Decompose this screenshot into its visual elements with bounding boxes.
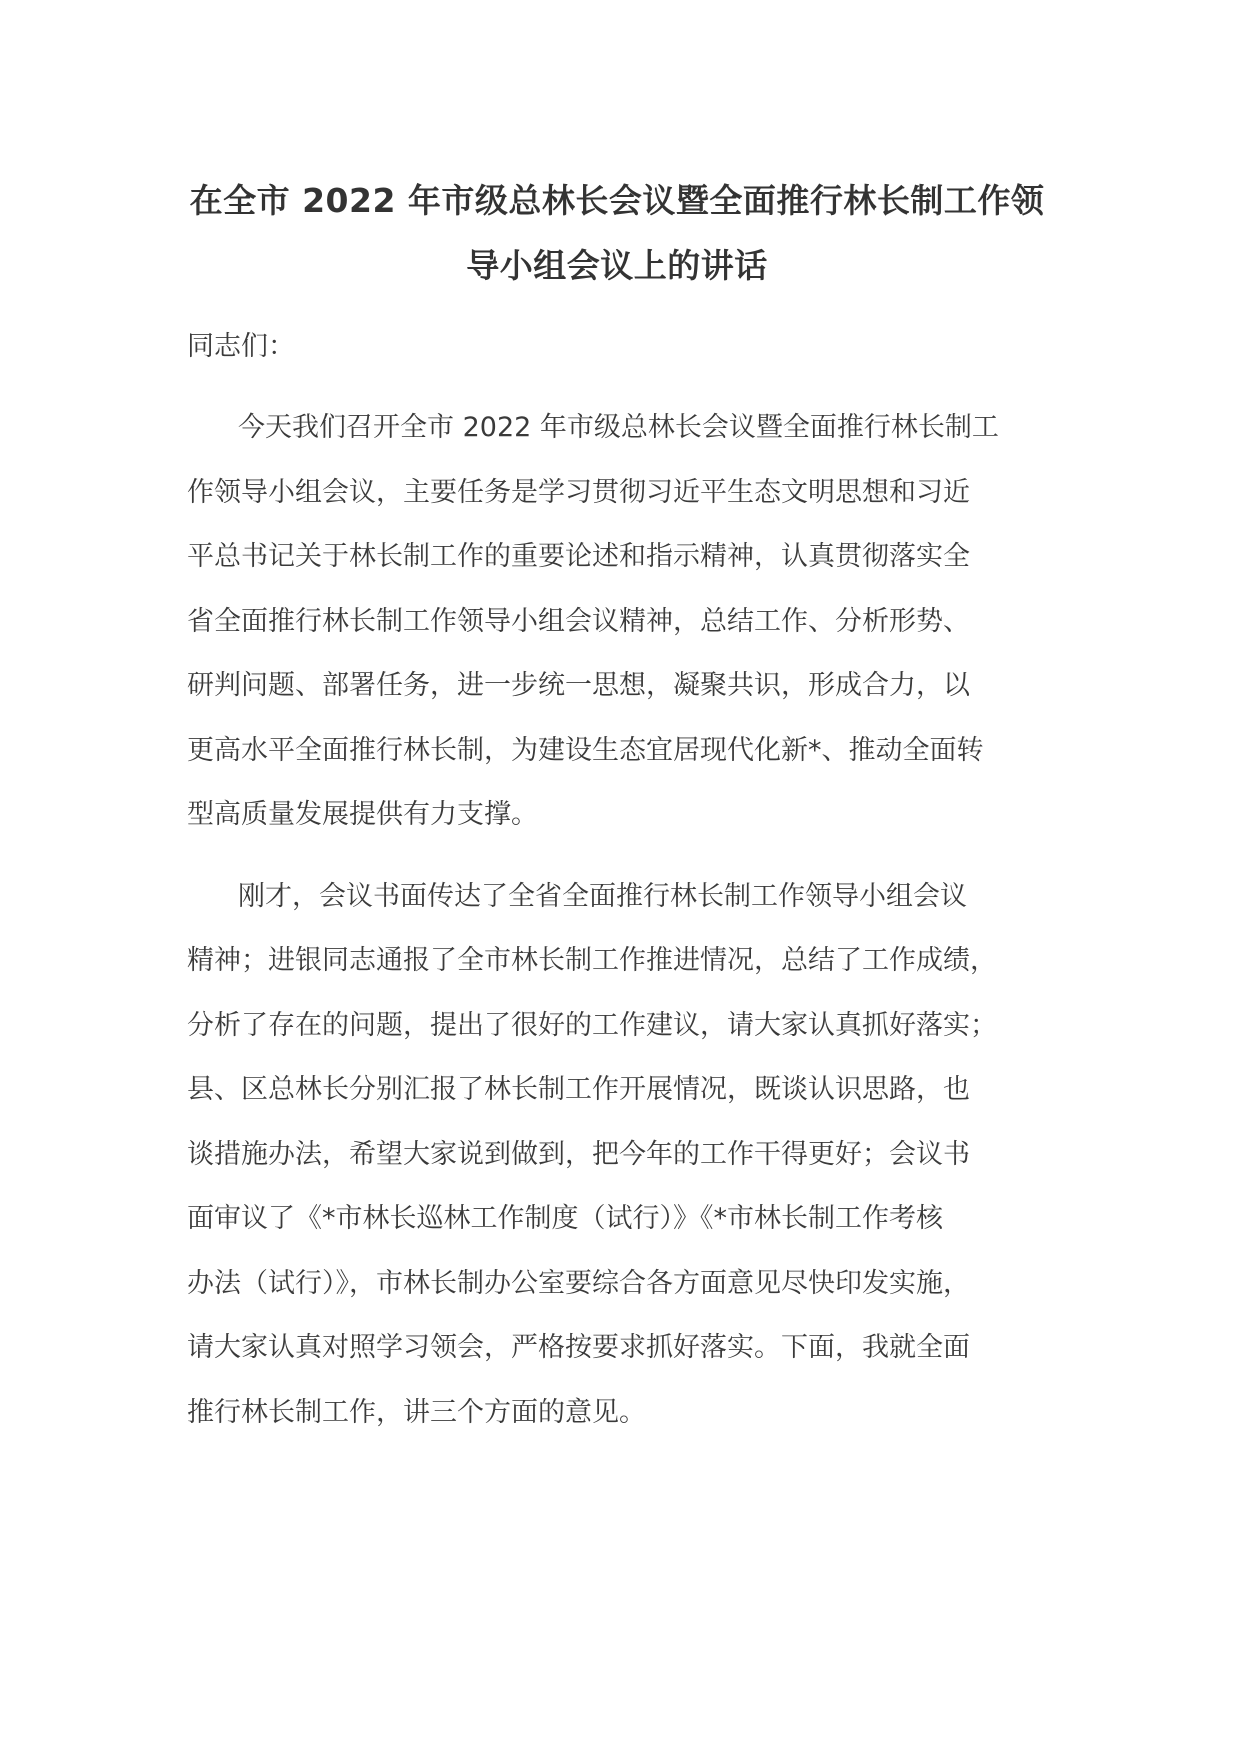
paragraph-line: 研判问题、部署任务，进一步统一思想，凝聚共识，形成合力，以 — [187, 670, 970, 701]
title-line: 在全市 2022 年市级总林长会议暨全面推行林长制工作领 — [189, 181, 1045, 220]
paragraph-line: 县、区总林长分别汇报了林长制工作开展情况，既谈认识思路，也 — [187, 1074, 970, 1105]
paragraph-line: 办法（试行）》，市林长制办公室要综合各方面意见尽快印发实施， — [187, 1267, 970, 1299]
paragraph-line: 刚才，会议书面传达了全省全面推行林长制工作领导小组会议 — [238, 880, 967, 912]
document-title — [187, 168, 1047, 298]
paragraph-line: 省全面推行林长制工作领导小组会议精神，总结工作、分析形势、 — [187, 605, 970, 637]
paragraph-line: 面审议了《*市林长巡林工作制度（试行）》《*市林长制工作考核 — [187, 1203, 943, 1234]
paragraph-line: 谈措施办法，希望大家说到做到，把今年的工作干得更好；会议书 — [187, 1138, 970, 1170]
paragraph-1 — [187, 396, 1047, 848]
paragraph-line: 平总书记关于林长制工作的重要论述和指示精神，认真贯彻落实全 — [187, 541, 970, 572]
paragraph-line: 作领导小组会议，主要任务是学习贯彻习近平生态文明思想和习近 — [187, 476, 970, 508]
paragraph-line: 型高质量发展提供有力支撑。 — [187, 799, 538, 830]
document-body — [187, 168, 1047, 1445]
greeting: 同志们： — [187, 331, 295, 362]
paragraph-line: 更高水平全面推行林长制，为建设生态宜居现代化新*、推动全面转 — [187, 734, 984, 766]
paragraph-2 — [187, 865, 1047, 1446]
paragraph-line: 推行林长制工作，讲三个方面的意见。 — [187, 1396, 646, 1428]
paragraph-line: 分析了存在的问题，提出了很好的工作建议，请大家认真抓好落实； — [187, 1009, 997, 1041]
paragraph-line: 今天我们召开全市 2022 年市级总林长会议暨全面推行林长制工 — [238, 412, 999, 443]
title-line: 导小组会议上的讲话 — [466, 246, 768, 285]
paragraph-line: 精神；进银同志通报了全市林长制工作推进情况，总结了工作成绩， — [187, 945, 997, 976]
paragraph-line: 请大家认真对照学习领会，严格按要求抓好落实。下面，我就全面 — [187, 1332, 970, 1363]
